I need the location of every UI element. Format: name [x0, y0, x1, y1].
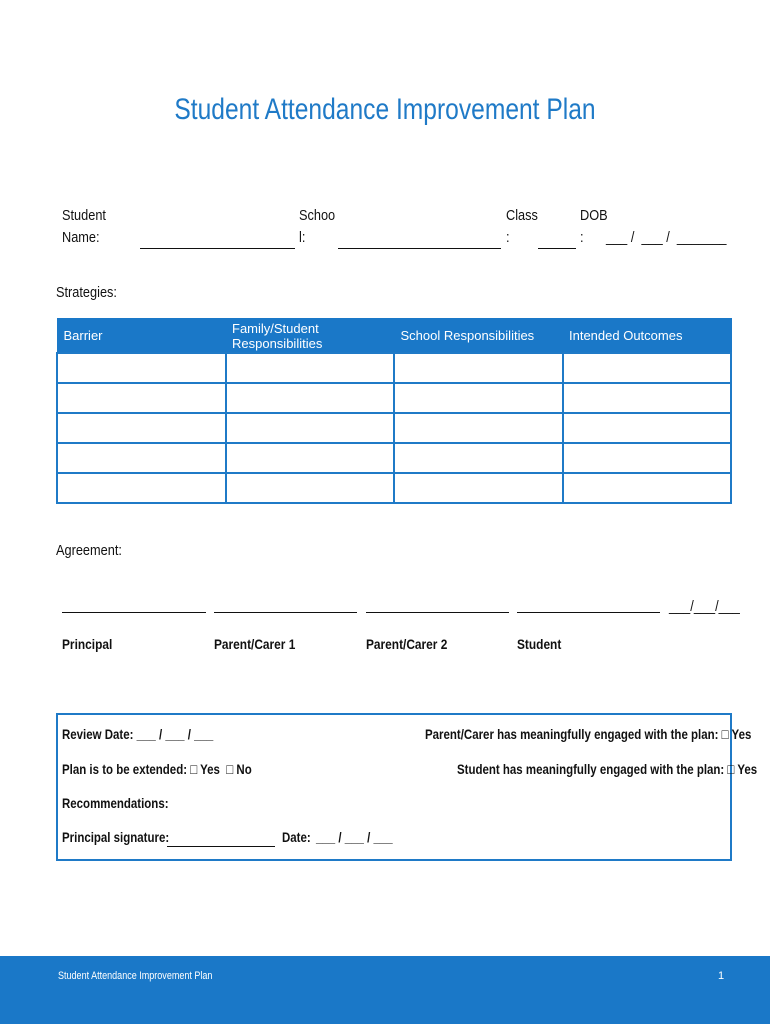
table-row: [57, 383, 731, 413]
strategies-label: Strategies:: [56, 284, 117, 301]
agreement-date-slots[interactable]: ___/___/___: [669, 598, 740, 615]
signatory-principal: Principal: [62, 636, 113, 652]
signatory-parent-carer-1: Parent/Carer 1: [214, 636, 296, 652]
table-cell[interactable]: [394, 353, 563, 383]
table-cell[interactable]: [57, 473, 226, 503]
class-line[interactable]: [538, 248, 576, 249]
school-line[interactable]: [338, 248, 501, 249]
header-outcomes: Intended Outcomes: [563, 319, 732, 354]
review-date-label: Date:: [282, 829, 311, 845]
header-barrier: Barrier: [57, 319, 226, 354]
table-cell[interactable]: [57, 383, 226, 413]
table-cell[interactable]: [563, 353, 732, 383]
parent-carer-1-signature-line[interactable]: [214, 612, 357, 613]
parent-engaged-checkbox[interactable]: Parent/Carer has meaningfully engaged with the plan: □ Yes: [425, 726, 752, 742]
table-cell[interactable]: [563, 383, 732, 413]
table-cell[interactable]: [394, 383, 563, 413]
signatory-student: Student: [517, 636, 562, 652]
school-label: Schoo l:: [299, 207, 336, 246]
review-date[interactable]: Review Date: ___ / ___ / ___: [62, 726, 214, 742]
table-cell[interactable]: [226, 383, 395, 413]
table-cell[interactable]: [57, 413, 226, 443]
plan-extended-checkbox[interactable]: Plan is to be extended: □ Yes □ No: [62, 761, 252, 777]
table-cell[interactable]: [394, 473, 563, 503]
student-engaged-checkbox[interactable]: Student has meaningfully engaged with the plan: □ Yes: [457, 761, 758, 777]
page-title: Student Attendance Improvement Plan: [174, 93, 596, 126]
page-footer: [0, 956, 770, 1024]
table-cell[interactable]: [563, 473, 732, 503]
review-date-slots[interactable]: ___ / ___ / ___: [316, 829, 393, 845]
table-cell[interactable]: [226, 353, 395, 383]
table-cell[interactable]: [226, 473, 395, 503]
strategies-header-row: [57, 319, 731, 354]
student-name-label: Student Name:: [62, 207, 106, 246]
principal-signature-line[interactable]: [167, 846, 275, 847]
table-cell[interactable]: [394, 443, 563, 473]
agreement-label: Agreement:: [56, 542, 122, 559]
dob-date-slots[interactable]: ___ / ___ / _______: [606, 229, 727, 246]
table-cell[interactable]: [226, 443, 395, 473]
strategies-table: [56, 318, 732, 504]
table-cell[interactable]: [57, 353, 226, 383]
student-signature-line[interactable]: [517, 612, 660, 613]
table-row: [57, 473, 731, 503]
dob-label: DOB :: [580, 207, 608, 246]
student-name-line[interactable]: [140, 248, 295, 249]
table-row: [57, 443, 731, 473]
table-row: [57, 353, 731, 383]
table-cell[interactable]: [57, 443, 226, 473]
table-row: [57, 413, 731, 443]
table-cell[interactable]: [226, 413, 395, 443]
recommendations-label: Recommendations:: [62, 795, 169, 811]
header-family-student: Family/Student Responsibilities: [226, 319, 395, 354]
principal-signature-label: Principal signature:: [62, 829, 170, 845]
parent-carer-2-signature-line[interactable]: [366, 612, 509, 613]
header-school: School Responsibilities: [394, 319, 563, 354]
footer-title: Student Attendance Improvement Plan: [58, 970, 213, 982]
table-cell[interactable]: [394, 413, 563, 443]
principal-signature-line[interactable]: [62, 612, 206, 613]
class-label: Class :: [506, 207, 538, 246]
page-number: 1: [718, 970, 725, 982]
signatory-parent-carer-2: Parent/Carer 2: [366, 636, 448, 652]
table-cell[interactable]: [563, 443, 732, 473]
table-cell[interactable]: [563, 413, 732, 443]
